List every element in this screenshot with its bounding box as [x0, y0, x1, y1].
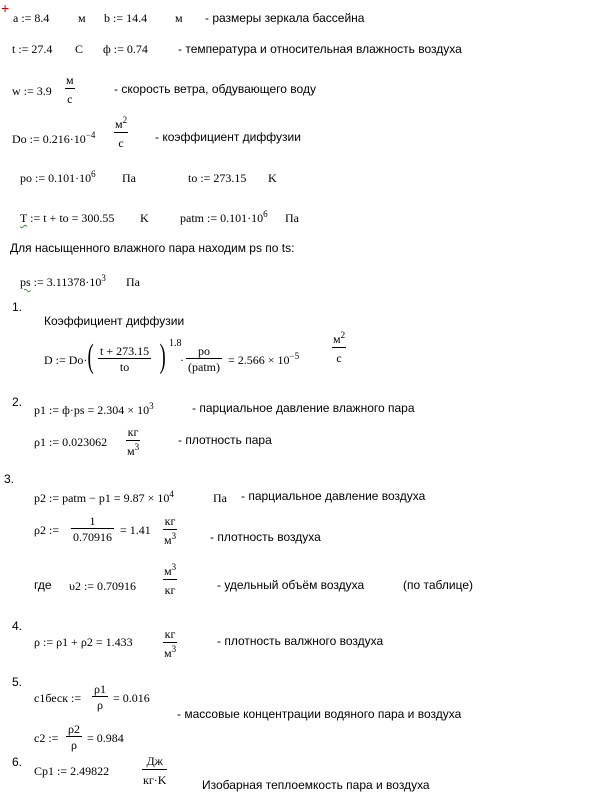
patm-definition: patm := $0.101\cdot 10^6$: [180, 209, 268, 225]
c1-fraction: ρ1 ρ: [94, 682, 106, 712]
pool-description: - размеры зеркала бассейна: [205, 11, 365, 25]
b-definition: b := 14.4: [104, 11, 148, 25]
rho1-definition: ρ1 := 0.023062: [34, 435, 108, 449]
rho2-description: - плотность воздуха: [210, 530, 321, 544]
T-unit: K: [140, 211, 149, 225]
air-description: - температура и относительная влажность воздуха: [178, 42, 462, 56]
b-unit: м: [175, 11, 183, 25]
v2-definition: υ2 := 0.70916: [69, 579, 137, 593]
d-lhs: D := Do·: [44, 353, 88, 367]
saturated-intro: Для насыщенного влажного пара находим ps по ts:: [10, 241, 295, 255]
p1-definition: p1 := $ф\cdot ps = 2.304 \times 10^3$: [34, 401, 154, 417]
d-result: = $2.566 \times 10^{-5}$: [228, 351, 300, 367]
section-number-5: 5.: [12, 675, 23, 689]
s1-title: Коэффициент диффузии: [44, 314, 185, 328]
section-number-3: 3.: [4, 472, 15, 486]
d-power: 1.8: [169, 338, 182, 349]
c1-result: = 0.016: [113, 691, 150, 705]
ps-definition: ps := $3.11378\cdot 10^3$: [20, 273, 106, 289]
c2-result: = 0.984: [87, 731, 124, 745]
rho1-unit: кг $м^3$: [127, 425, 140, 458]
d-fraction: t + 273.15 to: [100, 344, 150, 374]
do-definition: Do := $0.216\cdot 10^{-4}$: [12, 130, 96, 146]
rho-definition: ρ := ρ1 + ρ2 = 1.433: [34, 635, 133, 649]
rho1-description: - плотность пара: [178, 433, 272, 447]
rho2-fraction: 1 0.70916: [73, 514, 112, 544]
cp1-unit: Дж кг·K: [143, 754, 167, 787]
a-definition: a := 8.4: [13, 11, 50, 25]
section-number-2: 2.: [12, 395, 23, 409]
v2-description: - удельный объём воздуха: [217, 578, 365, 592]
rho2-result: = 1.41: [120, 523, 151, 537]
d-unit: $м^2$ с: [333, 330, 346, 365]
p2-definition: p2 := patm − $p1 = 9.87 \times 10^4$: [34, 489, 174, 505]
section-number-1: 1.: [12, 300, 23, 314]
c2-lhs: c2 :=: [34, 731, 59, 745]
section-number-6: 6.: [12, 755, 23, 769]
do-unit: $м^2$ с: [115, 115, 128, 150]
w-definition: w := 3.9: [12, 84, 52, 98]
v2-unit: $м^3$ кг: [164, 562, 177, 597]
section-number-4: 4.: [12, 619, 23, 633]
cp1-description: Изобарная теплоемкость пара и воздуха: [202, 778, 430, 792]
p1-description: - парциальное давление влажного пара: [192, 401, 415, 415]
p2-description: - парциальное давление воздуха: [241, 489, 426, 503]
d-paren-open: (: [87, 338, 94, 375]
t-unit: C: [75, 42, 84, 56]
p2-unit: Па: [213, 491, 227, 505]
d-paren-close: ): [159, 338, 166, 375]
d-fraction-2: po (patm): [188, 344, 220, 374]
where-label: где: [34, 578, 52, 592]
c1-lhs: c1беск :=: [34, 691, 82, 705]
rho-description: - плотность валжного воздуха: [217, 634, 384, 648]
to-definition: to := 273.15: [188, 171, 247, 185]
v2-note: (по таблице): [403, 578, 473, 592]
cp1-definition: Cp1 := 2.49822: [34, 764, 110, 778]
rho2-lhs: ρ2 :=: [34, 523, 60, 537]
to-unit: K: [268, 171, 277, 185]
po-definition: po := $0.101\cdot 10^6$: [20, 169, 96, 185]
po-unit: Па: [122, 171, 136, 185]
rho-unit: кг $м^3$: [164, 627, 177, 660]
wind-description: - скорость ветра, обдувающего воду: [114, 82, 316, 96]
insertion-cross-icon: +: [1, 0, 10, 16]
ps-unit: Па: [126, 275, 140, 289]
patm-unit: Па: [285, 211, 299, 225]
t-definition: t := 27.4: [12, 42, 53, 56]
a-unit: м: [78, 11, 86, 25]
d-dot: ·: [180, 353, 184, 367]
phi-definition: ф := 0.74: [103, 42, 148, 56]
diffusion-description: - коэффициент диффузии: [155, 130, 301, 144]
w-unit: м с: [66, 73, 74, 106]
T-definition: T := t + to = 300.55: [20, 211, 115, 225]
concentration-description: - массовые концентрации водяного пара и воздуха: [177, 707, 462, 721]
c2-fraction: ρ2 ρ: [68, 722, 80, 752]
rho2-unit: кг $м^3$: [164, 514, 177, 547]
